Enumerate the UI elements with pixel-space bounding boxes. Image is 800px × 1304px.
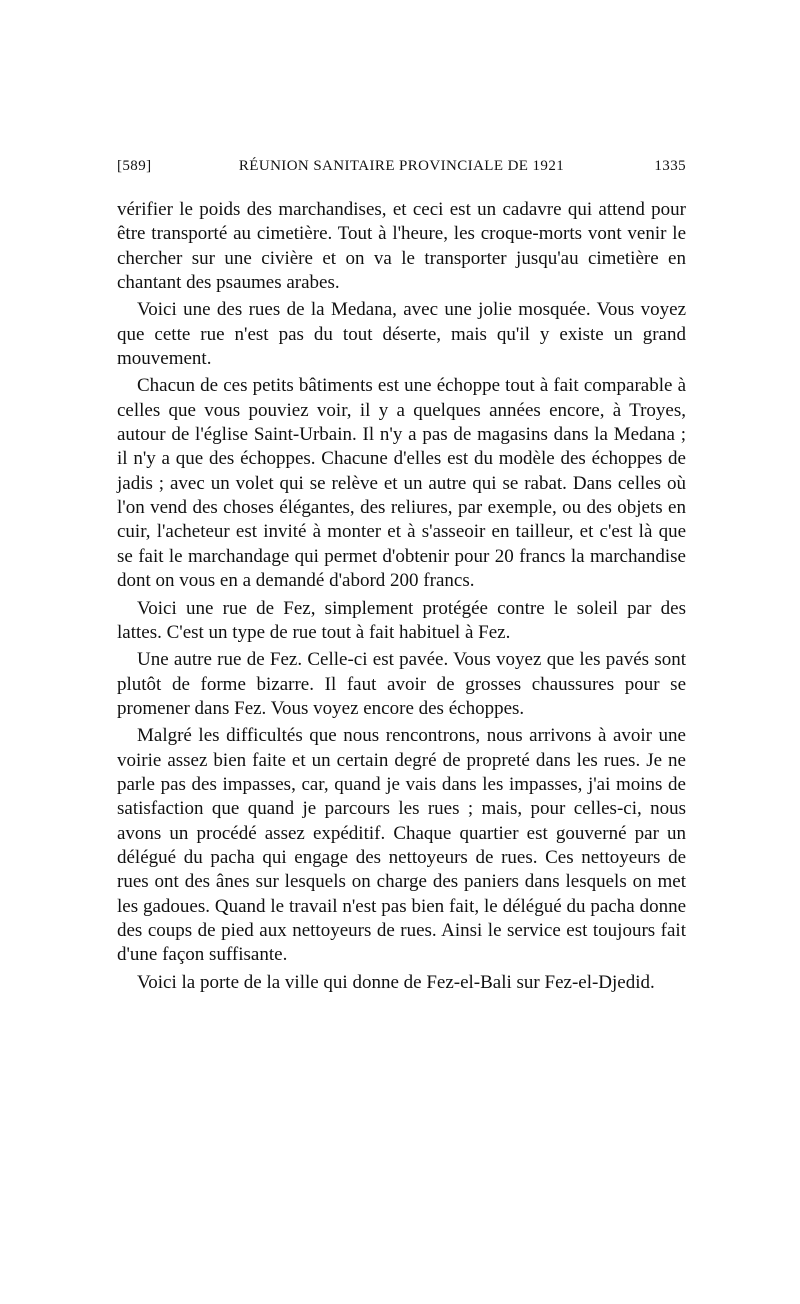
running-title: RÉUNION SANITAIRE PROVINCIALE DE 1921 — [238, 158, 565, 174]
page-number: 1335 — [654, 158, 686, 174]
paragraph: Voici la porte de la ville qui donne de Fez-el-Bali sur Fez-el-Djedid. — [137, 971, 655, 993]
body-text — [117, 198, 686, 998]
paragraph-continued: vérifier le poids des marchandises, et ceci est un cadavre qui attend pour être transporté au cimetière. Tout à l'heure, les croque-morts vont venir le chercher sur une civière et on va le transporter jusqu'au cimetière en chantant des psaumes arabes. — [117, 199, 686, 294]
bracketed-page-number: [589] — [117, 158, 152, 174]
paragraph: Voici une rue de Fez, simplement protégée contre le soleil par des lattes. C'est un type de rue tout à fait habituel à Fez. — [117, 597, 686, 643]
paragraph: Chacun de ces petits bâtiments est une échoppe tout à fait comparable à celles que vous pouviez voir, il y a quelques années encore, à Troyes, autour de l'église Saint-Urbain. Il n'y a pas de magasins dans la Medana ; il n'y a que des échoppes. Chacune d'elles est du modèle des échoppes de jadis ; avec un volet qui se relève et un autre qui se rabat. Dans celles où l'on vend des choses élégantes, des reliures, par exemple, ou des objets en cuir, l'acheteur est invité à monter et à s'asseoir en tailleur, et c'est là que se fait le marchandage qui permet d'obtenir pour 20 francs la marchandise dont on vous en a demandé d'abord 200 francs. — [117, 375, 686, 592]
paragraph: Voici une des rues de la Medana, avec une jolie mosquée. Vous voyez que cette rue n'est pas du tout déserte, mais qu'il y existe un grand mouvement. — [117, 299, 686, 370]
running-head — [117, 158, 686, 180]
paragraph: Malgré les difficultés que nous rencontrons, nous arrivons à avoir une voirie assez bien faite et un certain degré de propreté dans les rues. Je ne parle pas des impasses, car, quand je vais dans les impasses, j'ai moins de satisfaction que quand je parcours les rues ; mais, pour celles-ci, nous avons un procédé assez expéditif. Chaque quartier est gouverné par un délégué du pacha qui engage des nettoyeurs de rues. Ces nettoyeurs de rues ont des ânes sur lesquels on charge des paniers dans lesquels on met les gadoues. Quand le travail n'est pas bien fait, le délégué du pacha donne des coups de pied aux nettoyeurs de rues. Ainsi le service est toujours fait d'une façon suffisante. — [117, 725, 686, 966]
paragraph: Une autre rue de Fez. Celle-ci est pavée. Vous voyez que les pavés sont plutôt de forme bizarre. Il faut avoir de grosses chaussures pour se promener dans Fez. Vous voyez encore des échoppes. — [117, 649, 686, 719]
